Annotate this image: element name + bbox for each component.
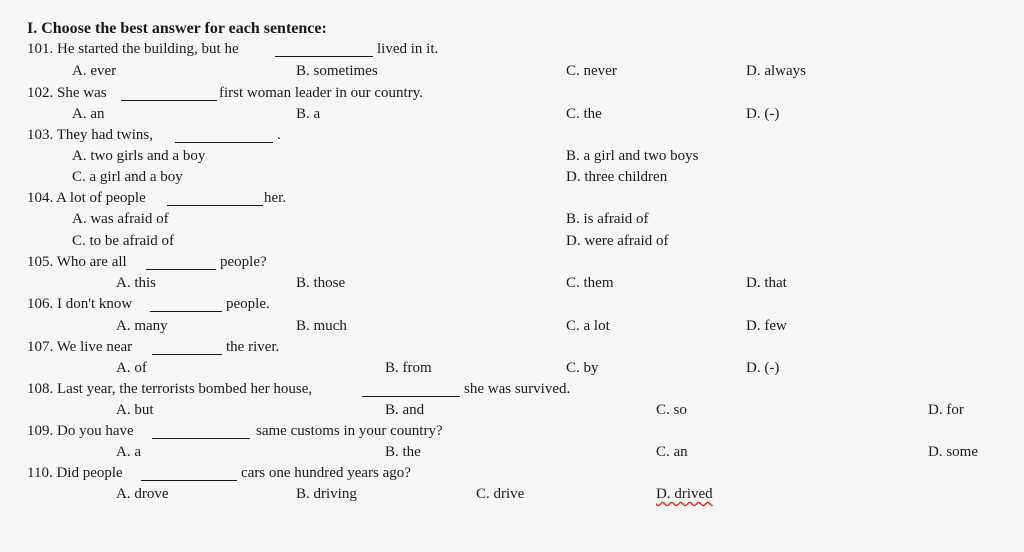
- option-109-b: B. the: [385, 444, 421, 460]
- option-103-d: D. three children: [566, 169, 668, 185]
- option-101-b: B. sometimes: [296, 63, 378, 79]
- question-108-blank: [362, 396, 460, 397]
- option-102-b: B. a: [296, 106, 321, 122]
- question-105-blank: [146, 269, 216, 270]
- option-102-a: A. an: [72, 106, 105, 122]
- option-104-b: B. is afraid of: [566, 211, 649, 227]
- option-109-c: C. an: [656, 444, 688, 460]
- question-109-stem: 109. Do you have: [27, 423, 134, 439]
- question-104-stem: 104. A lot of people: [27, 190, 146, 206]
- option-110-b: B. driving: [296, 486, 357, 502]
- question-103-stem-end: .: [277, 127, 281, 143]
- option-107-a: A. of: [116, 360, 147, 376]
- option-110-d: D. drived: [656, 486, 713, 502]
- option-103-a: A. two girls and a boy: [72, 148, 206, 164]
- question-103-stem: 103. They had twins,: [27, 127, 153, 143]
- option-108-d: D. for: [928, 402, 964, 418]
- question-103-blank: [175, 142, 273, 143]
- option-105-b: B. those: [296, 275, 346, 291]
- question-102-stem-end: first woman leader in our country.: [219, 85, 423, 101]
- question-107-stem: 107. We live near: [27, 339, 133, 355]
- question-106-stem: 106. I don't know: [27, 296, 133, 312]
- option-110-c: C. drive: [476, 486, 525, 502]
- option-106-b: B. much: [296, 318, 347, 334]
- option-103-c: C. a girl and a boy: [72, 169, 183, 185]
- option-108-c: C. so: [656, 402, 687, 418]
- question-104-blank: [167, 205, 263, 206]
- option-102-c: C. the: [566, 106, 602, 122]
- question-110-stem-end: cars one hundred years ago?: [241, 465, 411, 481]
- option-101-d: D. always: [746, 63, 806, 79]
- question-109-stem-end: same customs in your country?: [256, 423, 443, 439]
- question-101-blank: [275, 56, 373, 57]
- option-104-a: A. was afraid of: [72, 211, 169, 227]
- question-101-stem-end: lived in it.: [377, 41, 439, 57]
- option-108-b: B. and: [385, 402, 425, 418]
- option-107-d: D. (-): [746, 360, 780, 376]
- question-105-stem: 105. Who are all: [27, 254, 127, 270]
- exercise-heading: I. Choose the best answer for each sentence:: [27, 20, 327, 37]
- question-104-stem-end: her.: [264, 190, 287, 206]
- question-110-blank: [141, 480, 237, 481]
- question-102-blank: [121, 100, 217, 101]
- option-108-a: A. but: [116, 402, 154, 418]
- option-109-a: A. a: [116, 444, 141, 460]
- option-101-c: C. never: [566, 63, 617, 79]
- question-108-stem: 108. Last year, the terrorists bombed her house,: [27, 381, 313, 397]
- question-106-blank: [150, 311, 222, 312]
- option-105-d: D. that: [746, 275, 787, 291]
- question-101-stem: 101. He started the building, but he: [27, 41, 239, 57]
- question-108-stem-end: she was survived.: [464, 381, 571, 397]
- option-105-a: A. this: [116, 275, 157, 291]
- option-103-b: B. a girl and two boys: [566, 148, 699, 164]
- question-102-stem: 102. She was: [27, 85, 107, 101]
- question-105-stem-end: people?: [220, 254, 267, 270]
- question-107-stem-end: the river.: [226, 339, 280, 355]
- option-106-a: A. many: [116, 318, 168, 334]
- question-106-stem-end: people.: [226, 296, 270, 312]
- option-104-c: C. to be afraid of: [72, 233, 175, 249]
- option-107-c: C. by: [566, 360, 599, 376]
- question-109-blank: [152, 438, 250, 439]
- question-110-stem: 110. Did people: [27, 465, 123, 481]
- option-106-c: C. a lot: [566, 318, 610, 334]
- option-110-a: A. drove: [116, 486, 169, 502]
- option-106-d: D. few: [746, 318, 787, 334]
- option-102-d: D. (-): [746, 106, 780, 122]
- question-107-blank: [152, 354, 222, 355]
- option-101-a: A. ever: [72, 63, 117, 79]
- option-105-c: C. them: [566, 275, 614, 291]
- option-107-b: B. from: [385, 360, 432, 376]
- option-109-d: D. some: [928, 444, 978, 460]
- option-104-d: D. were afraid of: [566, 233, 669, 249]
